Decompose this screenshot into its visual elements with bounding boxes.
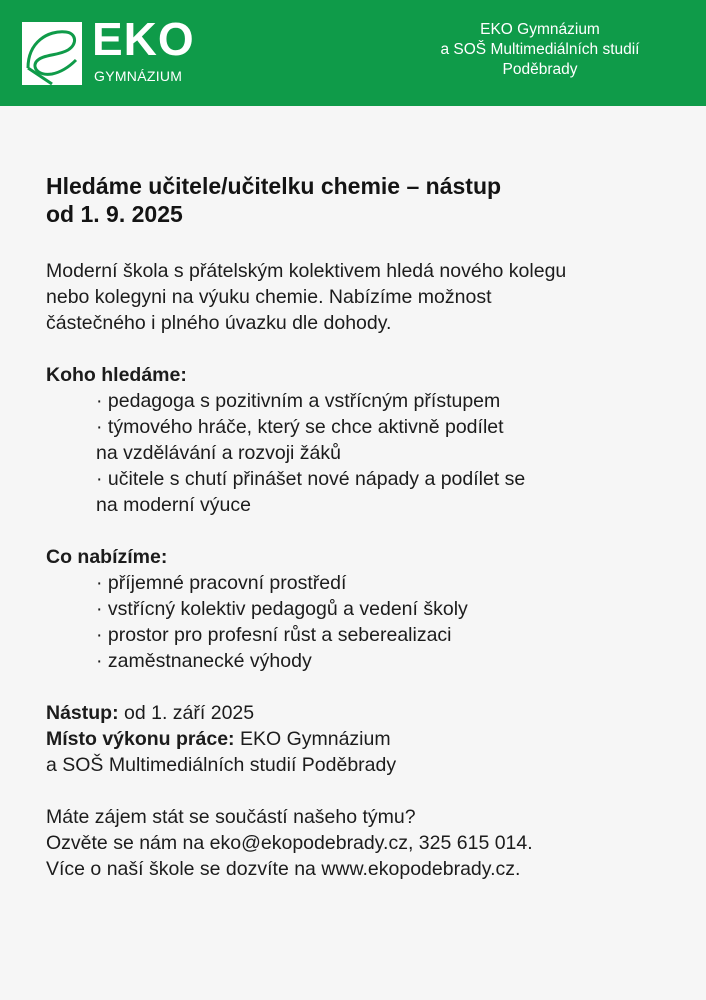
list-item-text: učitele s chutí přinášet nové nápady a podílet se xyxy=(107,468,526,490)
list-item-continuation xyxy=(96,440,666,466)
list-item-text: prostor pro profesní růst a seberealizaci xyxy=(107,624,452,646)
list-item xyxy=(96,388,666,414)
list-item xyxy=(96,648,666,674)
title-line: od 1. 9. 2025 xyxy=(46,201,183,227)
job-details xyxy=(46,700,666,778)
job-posting xyxy=(46,172,666,882)
place-row xyxy=(46,726,666,752)
place-value-continuation: a SOŠ Multimediálních studií Poděbrady xyxy=(46,754,397,776)
contact-line: Více o naší škole se dozvíte na www.ekopodebrady.cz. xyxy=(46,858,521,880)
title-line: Hledáme učitele/učitelku chemie – nástup xyxy=(46,173,502,199)
school-name-line: a SOŠ Multimediálních studií xyxy=(440,41,640,58)
place-value: EKO Gymnázium xyxy=(239,728,391,750)
who-heading: Koho hledáme: xyxy=(46,364,187,386)
intro-line: částečného i plného úvazku dle dohody. xyxy=(46,312,392,334)
intro-line: nebo kolegyni na výuku chemie. Nabízíme možnost xyxy=(46,286,492,308)
logo-subtitle: GYMNÁZIUM xyxy=(94,68,183,84)
logo-brand-text: EKO xyxy=(92,13,195,65)
list-item-text: pedagoga s pozitivním a vstřícným přístupem xyxy=(107,390,501,412)
contact-line: Máte zájem stát se součástí našeho týmu? xyxy=(46,806,416,828)
start-row xyxy=(46,700,666,726)
place-label: Místo výkonu práce: xyxy=(46,728,235,750)
list-item-text: na moderní výuce xyxy=(96,494,252,516)
list-item-text: týmového hráče, který se chce aktivně podílet xyxy=(107,416,504,438)
list-item xyxy=(96,570,666,596)
contact-info xyxy=(46,804,666,882)
contact-line: Ozvěte se nám na eko@ekopodebrady.cz, 325 615 014. xyxy=(46,832,533,854)
page-title xyxy=(46,172,666,228)
school-logo[interactable] xyxy=(22,13,204,86)
school-name-line: Poděbrady xyxy=(502,61,578,78)
list-item-text: příjemné pracovní prostředí xyxy=(107,572,347,594)
start-value: od 1. září 2025 xyxy=(124,702,255,724)
list-item-text: vstřícný kolektiv pedagogů a vedení školy xyxy=(107,598,468,620)
list-item-continuation xyxy=(96,492,666,518)
offer-heading: Co nabízíme: xyxy=(46,546,168,568)
intro-paragraph xyxy=(46,258,666,336)
list-item xyxy=(96,414,666,440)
eko-logo-icon xyxy=(22,22,82,85)
who-list xyxy=(46,388,666,518)
school-name-line: EKO Gymnázium xyxy=(480,21,600,38)
intro-line: Moderní škola s přátelským kolektivem hledá nového kolegu xyxy=(46,260,567,282)
start-label: Nástup: xyxy=(46,702,119,724)
offer-list xyxy=(46,570,666,674)
offer-section xyxy=(46,544,666,674)
school-name xyxy=(400,20,680,80)
list-item xyxy=(96,596,666,622)
list-item xyxy=(96,622,666,648)
header-banner xyxy=(0,0,706,106)
list-item xyxy=(96,466,666,492)
list-item-text: zaměstnanecké výhody xyxy=(107,650,312,672)
who-section xyxy=(46,362,666,518)
list-item-text: na vzdělávání a rozvoji žáků xyxy=(96,442,341,464)
